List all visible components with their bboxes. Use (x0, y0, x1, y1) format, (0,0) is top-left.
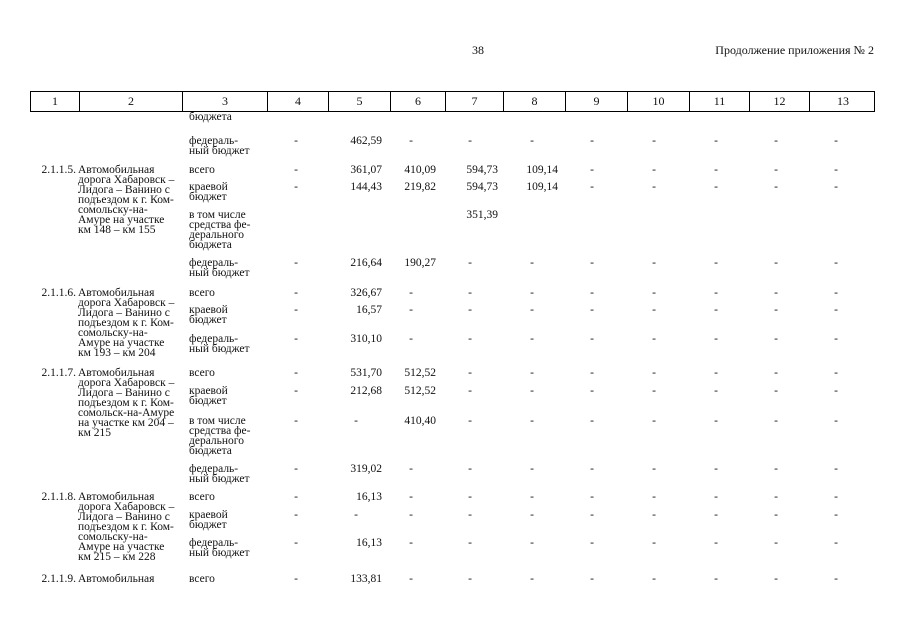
value-cell: - (468, 463, 472, 475)
item-number: 2.1.1.8. (41, 491, 76, 503)
value-cell: - (294, 415, 298, 427)
value-cell: - (409, 135, 413, 147)
header-col-4: 4 (267, 92, 328, 111)
value-cell: - (834, 491, 838, 503)
value-cell: - (294, 181, 298, 193)
value-cell: - (652, 367, 656, 379)
header-col-2: 2 (79, 92, 182, 111)
value-cell: - (714, 287, 718, 299)
value-cell: - (354, 415, 358, 427)
value-cell: - (294, 287, 298, 299)
value-cell: - (714, 181, 718, 193)
funding-source: всего (189, 287, 215, 299)
value-cell: - (468, 287, 472, 299)
value-cell: - (774, 463, 778, 475)
value-cell: - (652, 164, 656, 176)
value-cell: - (774, 164, 778, 176)
value-cell: - (468, 537, 472, 549)
funding-source: всего (189, 491, 215, 503)
value-cell: - (714, 304, 718, 316)
value-cell: - (774, 257, 778, 269)
value-cell: - (354, 509, 358, 521)
header-col-7: 7 (445, 92, 503, 111)
value-cell: - (774, 287, 778, 299)
header-col-12: 12 (749, 92, 809, 111)
value-cell: - (468, 491, 472, 503)
item-number: 2.1.1.7. (41, 367, 76, 379)
value-cell: - (530, 135, 534, 147)
value-cell: - (294, 333, 298, 345)
value-cell: - (530, 573, 534, 585)
value-cell: - (590, 491, 594, 503)
value-cell: - (774, 304, 778, 316)
value-cell: - (530, 304, 534, 316)
value-cell: 16,13 (356, 537, 382, 549)
value-cell: - (834, 385, 838, 397)
value-cell: - (409, 463, 413, 475)
value-cell: - (590, 164, 594, 176)
header-col-3: 3 (182, 92, 267, 111)
funding-source: в том числе средства фе- дерального бюджета (189, 209, 251, 251)
funding-source: краевой бюджет (189, 509, 228, 531)
value-cell: - (834, 573, 838, 585)
value-cell: - (652, 491, 656, 503)
item-name: Автомобильная дорога Хабаровск – Лидога – Ванино с подъездом к г. Ком- сомольск-на-Амуре на участке км 204 – км 215 (78, 367, 175, 439)
value-cell: - (714, 367, 718, 379)
value-cell: - (652, 304, 656, 316)
item-name: Автомобильная дорога Хабаровск – Лидога – Ванино с подъездом к г. Ком- сомольску-на- Амуре на участке км 193 – км 204 (78, 287, 175, 359)
value-cell: - (714, 509, 718, 521)
header-col-1: 1 (52, 94, 58, 108)
value-cell: - (294, 164, 298, 176)
value-cell: - (774, 135, 778, 147)
value-cell: - (714, 164, 718, 176)
value-cell: - (834, 287, 838, 299)
value-cell: - (590, 257, 594, 269)
value-cell: - (652, 463, 656, 475)
value-cell: - (530, 415, 534, 427)
value-cell: - (834, 415, 838, 427)
value-cell: - (652, 257, 656, 269)
value-cell: - (652, 415, 656, 427)
value-cell: - (590, 287, 594, 299)
value-cell: - (409, 287, 413, 299)
value-cell: 109,14 (526, 181, 558, 193)
value-cell: - (652, 181, 656, 193)
value-cell: - (409, 509, 413, 521)
value-cell: 594,73 (466, 164, 498, 176)
value-cell: 219,82 (404, 181, 436, 193)
funding-source: всего (189, 367, 215, 379)
value-cell: 410,40 (404, 415, 436, 427)
value-cell: - (468, 573, 472, 585)
item-number: 2.1.1.9. (41, 573, 76, 585)
value-cell: - (468, 333, 472, 345)
funding-source: федераль- ный бюджет (189, 333, 250, 355)
page-number: 38 (472, 43, 484, 57)
value-cell: - (834, 181, 838, 193)
funding-source: краевой бюджет (189, 181, 228, 203)
value-cell: - (834, 509, 838, 521)
value-cell: - (590, 415, 594, 427)
value-cell: - (774, 181, 778, 193)
value-cell: - (530, 463, 534, 475)
item-name: Автомобильная (78, 573, 155, 585)
header-col-11: 11 (689, 92, 749, 111)
value-cell: - (714, 491, 718, 503)
value-cell: - (530, 333, 534, 345)
value-cell: - (294, 385, 298, 397)
value-cell: - (834, 135, 838, 147)
value-cell: 16,57 (356, 304, 382, 316)
value-cell: 16,13 (356, 491, 382, 503)
value-cell: 512,52 (404, 385, 436, 397)
value-cell: - (530, 287, 534, 299)
value-cell: - (530, 367, 534, 379)
value-cell: - (590, 135, 594, 147)
value-cell: - (468, 385, 472, 397)
value-cell: - (468, 304, 472, 316)
value-cell: 319,02 (350, 463, 382, 475)
value-cell: - (834, 164, 838, 176)
value-cell: - (714, 257, 718, 269)
funding-source: краевой бюджет (189, 304, 228, 326)
value-cell: - (468, 257, 472, 269)
value-cell: - (774, 537, 778, 549)
value-cell: - (294, 509, 298, 521)
value-cell: 351,39 (466, 209, 498, 221)
value-cell: - (294, 367, 298, 379)
value-cell: - (530, 509, 534, 521)
value-cell: - (590, 304, 594, 316)
value-cell: - (774, 333, 778, 345)
value-cell: 361,07 (350, 164, 382, 176)
table-header (30, 91, 875, 112)
value-cell: - (294, 463, 298, 475)
value-cell: - (409, 573, 413, 585)
value-cell: - (714, 537, 718, 549)
value-cell: 512,52 (404, 367, 436, 379)
header-col-6: 6 (390, 92, 445, 111)
value-cell: 133,81 (350, 573, 382, 585)
value-cell: - (834, 333, 838, 345)
header-col-9: 9 (565, 92, 627, 111)
value-cell: 410,09 (404, 164, 436, 176)
value-cell: 462,59 (350, 135, 382, 147)
value-cell: - (652, 333, 656, 345)
value-cell: - (774, 367, 778, 379)
value-cell: - (530, 537, 534, 549)
value-cell: 326,67 (350, 287, 382, 299)
value-cell: 190,27 (404, 257, 436, 269)
value-cell: - (530, 491, 534, 503)
value-cell: 216,64 (350, 257, 382, 269)
funding-source: всего (189, 573, 215, 585)
value-cell: 531,70 (350, 367, 382, 379)
value-cell: - (294, 304, 298, 316)
value-cell: - (652, 135, 656, 147)
value-cell: - (409, 304, 413, 316)
value-cell: - (294, 537, 298, 549)
value-cell: 310,10 (350, 333, 382, 345)
value-cell: - (468, 509, 472, 521)
value-cell: - (590, 367, 594, 379)
value-cell: - (652, 537, 656, 549)
value-cell: - (409, 491, 413, 503)
value-cell: - (714, 135, 718, 147)
value-cell: - (294, 135, 298, 147)
value-cell: 594,73 (466, 181, 498, 193)
value-cell: - (834, 463, 838, 475)
value-cell: - (714, 385, 718, 397)
table-body (30, 112, 875, 640)
value-cell: - (774, 491, 778, 503)
value-cell: - (774, 385, 778, 397)
header-col-10: 10 (627, 92, 689, 111)
item-name: Автомобильная дорога Хабаровск – Лидога – Ванино с подъездом к г. Ком- сомольску-на- Амуре на участке км 148 – км 155 (78, 164, 175, 236)
value-cell: - (590, 537, 594, 549)
item-number: 2.1.1.6. (41, 287, 76, 299)
value-cell: - (409, 537, 413, 549)
value-cell: - (468, 415, 472, 427)
value-cell: - (590, 333, 594, 345)
header-col-8: 8 (503, 92, 565, 111)
header-col-13: 13 (809, 92, 876, 111)
value-cell: - (714, 415, 718, 427)
value-cell: - (590, 385, 594, 397)
funding-source: федераль- ный бюджет (189, 257, 250, 279)
value-cell: - (652, 509, 656, 521)
value-cell: - (590, 181, 594, 193)
funding-source: федераль- ный бюджет (189, 537, 250, 559)
continuation-label: Продолжение приложения № 2 (715, 43, 874, 57)
value-cell: - (714, 573, 718, 585)
value-cell: - (652, 287, 656, 299)
funding-source: федераль- ный бюджет (189, 135, 250, 157)
value-cell: - (530, 257, 534, 269)
value-cell: 144,43 (350, 181, 382, 193)
value-cell: - (652, 573, 656, 585)
value-cell: - (590, 509, 594, 521)
value-cell: - (294, 257, 298, 269)
value-cell: - (409, 333, 413, 345)
value-cell: - (590, 573, 594, 585)
funding-source: всего (189, 164, 215, 176)
value-cell: - (468, 135, 472, 147)
value-cell: - (834, 537, 838, 549)
value-cell: - (714, 463, 718, 475)
funding-source: в том числе средства фе- дерального бюджета (189, 415, 251, 457)
funding-source: федераль- ный бюджет (189, 463, 250, 485)
value-cell: - (294, 491, 298, 503)
value-cell: - (714, 333, 718, 345)
value-cell: - (652, 385, 656, 397)
header-col-5: 5 (328, 92, 390, 111)
value-cell: - (774, 573, 778, 585)
value-cell: 109,14 (526, 164, 558, 176)
funding-source: бюджета (189, 111, 232, 123)
value-cell: - (834, 367, 838, 379)
value-cell: - (530, 385, 534, 397)
value-cell: - (774, 509, 778, 521)
value-cell: - (590, 463, 594, 475)
value-cell: - (294, 573, 298, 585)
value-cell: - (468, 367, 472, 379)
value-cell: - (834, 304, 838, 316)
item-number: 2.1.1.5. (41, 164, 76, 176)
value-cell: 212,68 (350, 385, 382, 397)
value-cell: - (834, 257, 838, 269)
funding-source: краевой бюджет (189, 385, 228, 407)
item-name: Автомобильная дорога Хабаровск – Лидога – Ванино с подъездом к г. Ком- сомольску-на- Амуре на участке км 215 – км 228 (78, 491, 175, 563)
value-cell: - (774, 415, 778, 427)
